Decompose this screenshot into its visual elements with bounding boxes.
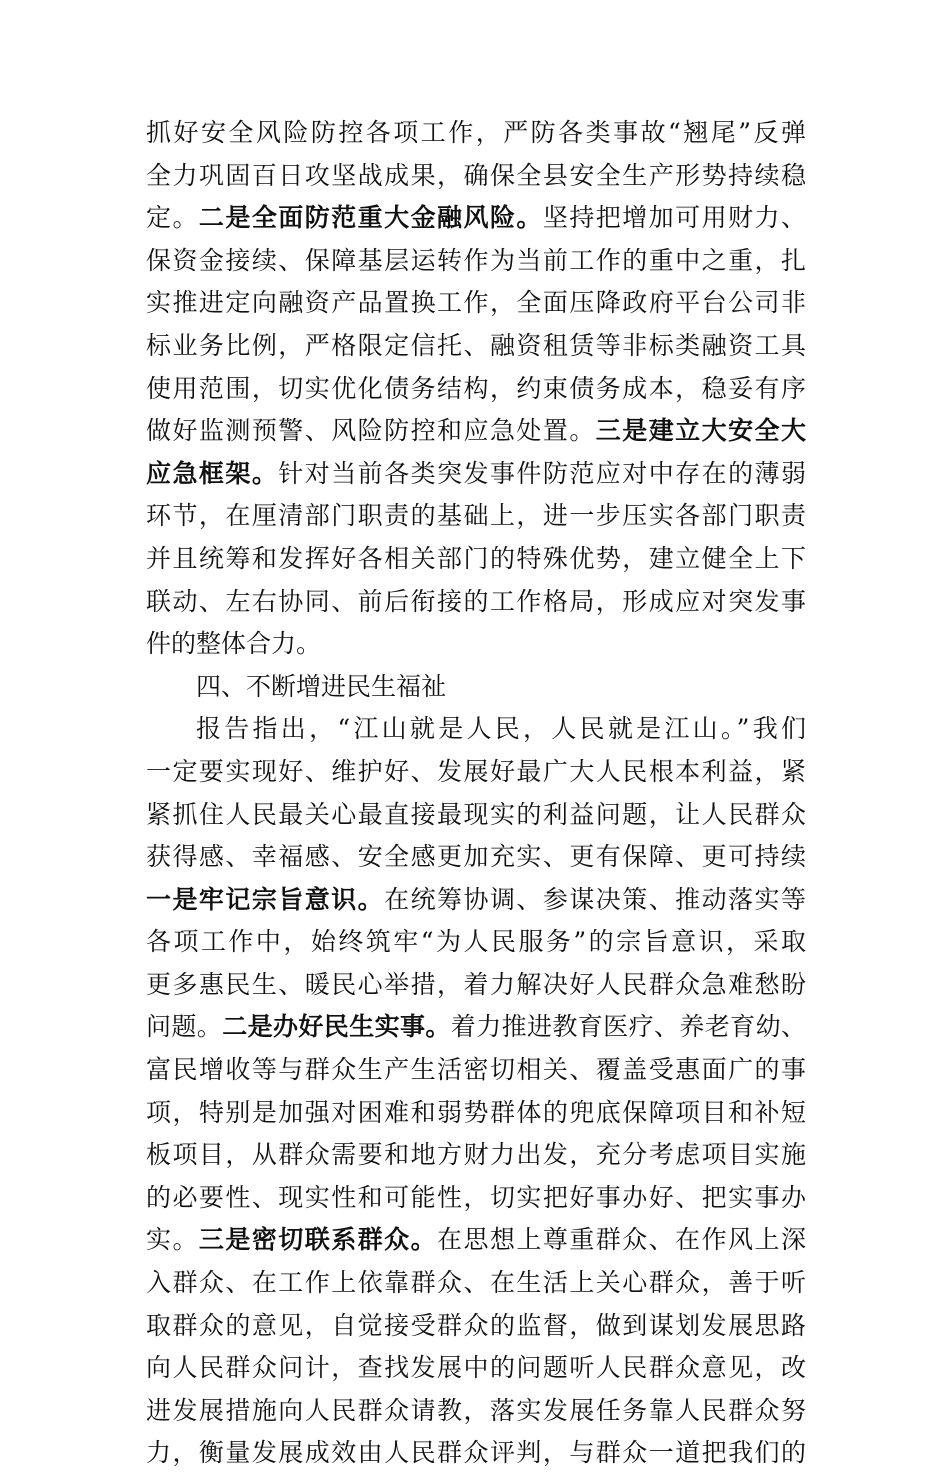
text-run: 在统筹协调、参谋决策、推动落实等 (384, 884, 806, 914)
text-line: 保资金接续、保障基层运转作为当前工作的重中之重，扎 (146, 245, 806, 275)
text-line: 富民增收等与群众生产生活密切相关、覆盖受惠面广的事 (146, 1055, 806, 1085)
text-line (146, 453, 806, 496)
bold-point-title: 三是建立大安全大 (595, 416, 806, 446)
section-heading: 四、不断增进民生福祉 (196, 671, 447, 701)
text-line: 向人民群众问计，查找发展中的问题听人民群众意见，改 (146, 1353, 806, 1383)
text-line: 紧抓住人民最关心最直接最现实的利益问题，让人民群众 (146, 799, 806, 829)
text-line: 更多惠民生、暖民心举措，着力解决好人民群众急难愁盼 (146, 969, 806, 999)
text-line: 入群众、在工作上依靠群众、在生活上关心群众，善于听 (146, 1268, 806, 1298)
text-line: 全力巩固百日攻坚战成果，确保全县安全生产形势持续稳 (146, 160, 806, 190)
text-line: 力，衡量发展成效由人民群众评判，与群众一道把我们的 (146, 1438, 806, 1468)
text-run: 坚持把增加可用财力、 (542, 203, 806, 233)
text-line: 实推进定向融资产品置换工作，全面压降政府平台公司非 (146, 288, 806, 318)
text-line (146, 1219, 806, 1262)
bold-point-title: 二是办好民生实事。 (222, 1012, 451, 1042)
text-run: 针对当前各类突发事件防范应对中存在的薄弱 (278, 458, 806, 488)
bold-point-title: 二是全面防范重大金融风险。 (198, 203, 543, 233)
text-run: 实。 (146, 1225, 199, 1255)
text-line: 各项工作中，始终筑牢“为人民服务”的宗旨意识，采取 (146, 927, 806, 957)
text-run: 定。 (146, 203, 199, 233)
text-line: 板项目，从群众需要和地方财力出发，充分考虑项目实施 (146, 1140, 806, 1170)
text-line: 抓好安全风险防控各项工作，严防各类事故“翘尾”反弹 (146, 118, 806, 147)
text-line: 联动、左右协同、前后衔接的工作格局，形成应对突发事 (146, 586, 806, 616)
text-run: 问题。 (146, 1012, 223, 1042)
text-line: 取群众的意见，自觉接受群众的监督，做到谋划发展思路 (146, 1310, 806, 1340)
text-line (146, 879, 806, 922)
text-line: 环节，在厘清部门职责的基础上，进一步压实各部门职责 (146, 501, 806, 531)
text-line: 件的整体合力。 (146, 629, 322, 659)
text-run: 在思想上尊重群众、在作风上深 (437, 1225, 806, 1255)
text-line: 标业务比例，严格限定信托、融资租赁等非标类融资工具 (146, 330, 806, 360)
text-line: 获得感、幸福感、安全感更加充实、更有保障、更可持续 (146, 842, 806, 872)
text-line (146, 197, 806, 240)
text-line (146, 1006, 806, 1049)
text-line: 一定要实现好、维护好、发展好最广大人民根本利益，紧 (146, 756, 806, 786)
text-line (146, 410, 806, 453)
text-line: 报告指出，“江山就是人民，人民就是江山。”我们 (196, 714, 806, 744)
bold-point-title: 应急框架。 (146, 458, 279, 488)
document-body (146, 112, 806, 1475)
text-run: 着力推进教育医疗、养老育幼、 (450, 1012, 806, 1042)
text-run: 做好监测预警、风险防控和应急处置。 (146, 416, 596, 446)
text-line: 并且统筹和发挥好各相关部门的特殊优势，建立健全上下 (146, 543, 806, 573)
text-line: 使用范围，切实优化债务结构，约束债务成本，稳妥有序 (146, 373, 806, 403)
text-line: 进发展措施向人民群众请教，落实发展任务靠人民群众努 (146, 1395, 806, 1425)
text-line: 项，特别是加强对困难和弱势群体的兜底保障项目和补短 (146, 1097, 806, 1127)
bold-point-title: 三是密切联系群众。 (198, 1225, 438, 1255)
bold-point-title: 一是牢记宗旨意识。 (146, 884, 385, 914)
text-line: 的必要性、现实性和可能性，切实把好事办好、把实事办 (146, 1182, 806, 1212)
